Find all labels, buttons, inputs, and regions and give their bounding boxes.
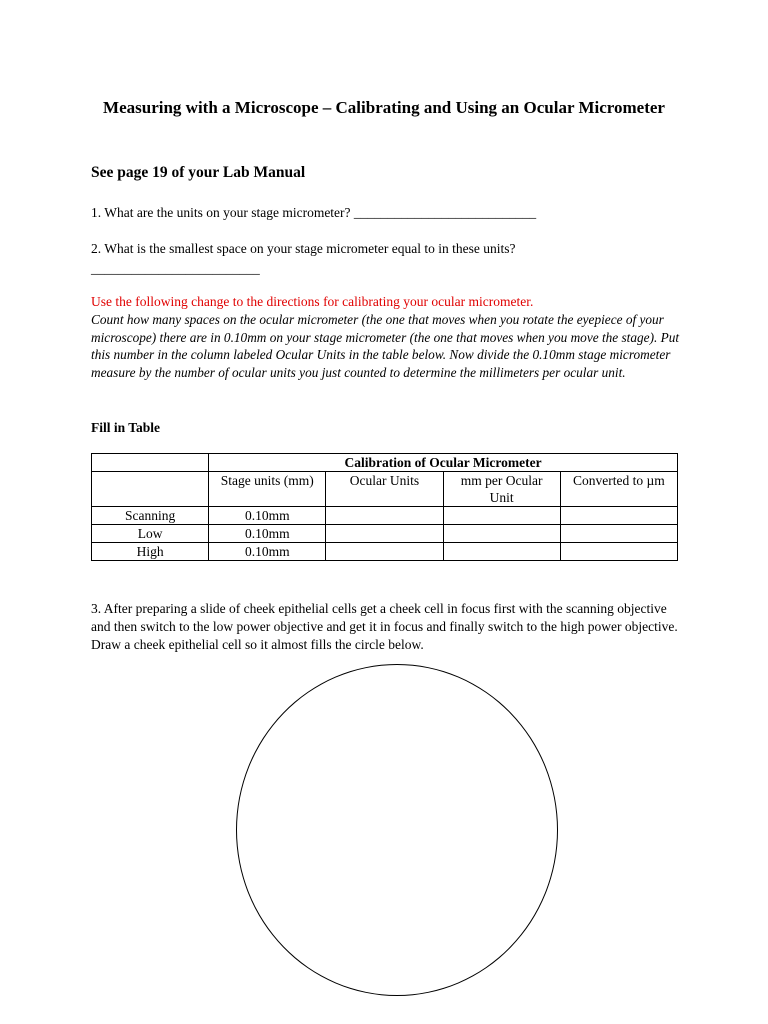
cell-stage-units: 0.10mm: [209, 525, 326, 543]
row-label-high: High: [92, 543, 209, 561]
table-caption: Calibration of Ocular Micrometer: [209, 454, 678, 472]
question-3: 3. After preparing a slide of cheek epithelial cells get a cheek cell in focus first with the scanning objective and then switch to the low power objective and get it in focus and finally switch to the high power objective. Draw a cheek epithelial cell so it almost fills the circle below.: [91, 601, 678, 652]
header-mm-per-ocular-unit: mm per Ocular Unit: [443, 472, 560, 507]
cell-stage-units: 0.10mm: [209, 507, 326, 525]
fill-in-table-label: Fill in Table: [91, 420, 161, 435]
question-2: 2. What is the smallest space on your stage micrometer equal to in these units?: [91, 241, 516, 256]
drawing-circle[interactable]: [236, 664, 558, 996]
cell-converted-um[interactable]: [560, 543, 677, 561]
table-row: [92, 507, 678, 525]
cell-mm-per-ocular-unit[interactable]: [443, 525, 560, 543]
cell-mm-per-ocular-unit[interactable]: [443, 507, 560, 525]
question-2-answer-blank: _________________________: [91, 261, 260, 276]
table-cell-empty: [92, 472, 209, 507]
cell-converted-um[interactable]: [560, 525, 677, 543]
table-cell-empty: [92, 454, 209, 472]
cell-converted-um[interactable]: [560, 507, 677, 525]
table-row: [92, 543, 678, 561]
calibration-table: [91, 453, 678, 561]
cell-stage-units: 0.10mm: [209, 543, 326, 561]
cell-ocular-units[interactable]: [326, 507, 443, 525]
lab-manual-reference: See page 19 of your Lab Manual: [91, 164, 306, 181]
instruction-red-note: Use the following change to the directions for calibrating your ocular micrometer.: [91, 294, 534, 309]
instruction-calibration-steps: Count how many spaces on the ocular micrometer (the one that moves when you rotate the eyepiece of your microscope) there are in 0.10mm on your stage micrometer (the one that moves when you move the stage). Put this number in the column labeled Ocular Units in the table below. Now divide the 0.10mm stage micrometer measure by the number of ocular units you just counted to determine the millimeters per ocular unit.: [91, 312, 680, 381]
cell-mm-per-ocular-unit[interactable]: [443, 543, 560, 561]
table-header-row: [92, 472, 678, 507]
header-converted-um: Converted to µm: [560, 472, 677, 507]
cell-ocular-units[interactable]: [326, 525, 443, 543]
table-row: [92, 525, 678, 543]
row-label-low: Low: [92, 525, 209, 543]
row-label-scanning: Scanning: [92, 507, 209, 525]
page-title: Measuring with a Microscope – Calibrating and Using an Ocular Micrometer: [103, 98, 665, 117]
header-stage-units: Stage units (mm): [209, 472, 326, 507]
table-caption-row: [92, 454, 678, 472]
cell-ocular-units[interactable]: [326, 543, 443, 561]
question-1: 1. What are the units on your stage micrometer? ___________________________: [91, 205, 537, 220]
header-ocular-units: Ocular Units: [326, 472, 443, 507]
